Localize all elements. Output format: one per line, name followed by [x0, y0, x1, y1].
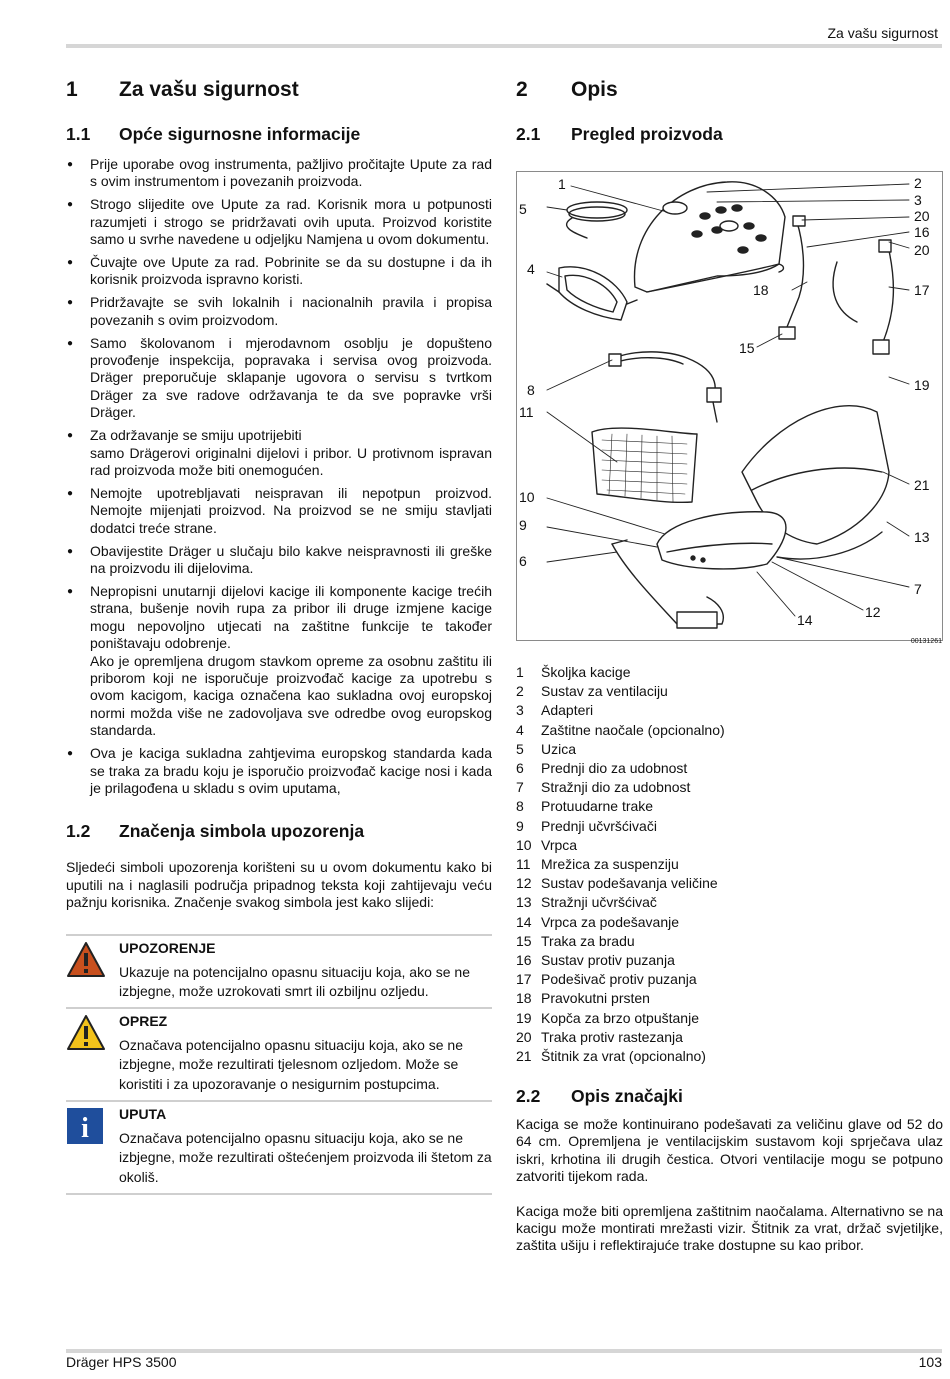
left-column [66, 74, 492, 1195]
legend-number: 7 [516, 779, 524, 796]
legend-text: Zaštitne naočale (opcionalno) [541, 721, 725, 738]
legend-text: Kopča za brzo otpuštanje [541, 1009, 699, 1026]
header-rule [66, 44, 942, 48]
warning-description: Ukazuje na potencijalno opasnu situaciju koja, ako se ne izbjegne, može uzrokovati smrt ili ozbiljnu ozljedu. [119, 963, 471, 999]
legend-text: Sustav protiv puzanja [541, 952, 675, 969]
figure-label: 6 [519, 553, 527, 569]
notice-description: Označava potencijalno opasnu situaciju koja, ako se ne izbjegne, može rezultirati oštećenjem proizvoda ili štetom za okoliš. [119, 1130, 492, 1185]
info-icon [66, 1106, 119, 1187]
running-header: Za vašu sigurnost [827, 25, 938, 41]
section-2-number: 2 [516, 78, 528, 101]
legend-item [516, 778, 943, 797]
safety-bullet-item [66, 335, 492, 422]
legend-text: Štitnik za vrat (opcionalno) [541, 1048, 706, 1065]
right-column [516, 74, 943, 148]
legend-text: Pravokutni prsten [541, 990, 650, 1007]
bullet-text: Ova je kaciga sukladna zahtjevima europskog standarda kada se traka za bradu koju je isporučio proizvođač kacige nosi i kada je prilagođena u skladu s ovim uputama, [90, 745, 492, 796]
legend-number: 12 [516, 875, 532, 892]
bullet-text: Za održavanje se smiju upotrijebiti [90, 427, 302, 444]
legend-item [516, 797, 943, 816]
legend-text: Stražnji dio za udobnost [541, 779, 691, 796]
bullet-text: Nepropisni unutarnji dijelovi kacige ili komponente kacige trećih strana, bušenje novih rupa za pribor ili druge izmjene kacige mogu nepovoljno utjecati na zaštitne funkcije te također poništavaju odobrenje. [90, 582, 492, 652]
legend-text: Podešivač protiv puzanja [541, 971, 697, 988]
legend-number: 13 [516, 894, 532, 911]
legend-number: 1 [516, 664, 524, 680]
section-1-2-number: 1.2 [66, 820, 91, 841]
legend-item [516, 913, 943, 932]
warning-symbols-table [66, 934, 492, 1195]
section-1-2-intro: Sljedeći simboli upozorenja korišteni su u ovom dokumentu kako bi uputili na i naglasili područja pripadnog teksta koji zahtijevaju veću pažnju korisnika. Značenje svakog simbola jest kako slijedi: [66, 859, 492, 911]
section-2-1-heading [516, 120, 943, 148]
legend-item [516, 721, 943, 740]
footer-product: Dräger HPS 3500 [66, 1354, 177, 1370]
legend-item [516, 740, 943, 759]
legend-item [516, 1028, 943, 1047]
section-1-1-title: Opće sigurnosne informacije [119, 123, 361, 144]
legend-item [516, 874, 943, 893]
footer-rule [66, 1349, 942, 1353]
legend-item [516, 682, 943, 701]
legend-item [516, 855, 943, 874]
bullet-text: Prije uporabe ovog instrumenta, pažljivo pročitajte Upute za rad s ovim instrumentom i povezanih proizvoda. [90, 156, 492, 190]
legend-number: 14 [516, 913, 532, 930]
notice-title: UPUTA [119, 1106, 167, 1123]
bullet-text: Nemojte upotrebljavati neispravan ili nepotpun proizvod. Nemojte mijenjati proizvod. Na proizvod se ne smiju stavljati dodatci treće strane. [90, 484, 492, 536]
section-1-1-heading [66, 120, 492, 148]
figure-label: 5 [519, 201, 527, 217]
section-1-title: Za vašu sigurnost [119, 78, 299, 101]
section-2-1-title: Pregled proizvoda [571, 123, 723, 144]
legend-text: Stražnji učvršćivač [541, 894, 657, 911]
legend-number: 3 [516, 702, 524, 719]
figure-label: 20 [914, 242, 930, 258]
legend-text: Sustav za ventilaciju [541, 683, 668, 700]
legend-item [516, 663, 943, 682]
legend-number: 6 [516, 760, 524, 777]
legend-item [516, 1009, 943, 1028]
legend-item [516, 701, 943, 720]
safety-bullet-item [66, 294, 492, 329]
figure-label: 21 [914, 477, 930, 493]
exploded-helmet-drawing [517, 172, 942, 640]
bullet-text: Strogo slijedite ove Upute za rad. Korisnik mora u potpunosti razumjeti i strogo se pridržavati ovih uputa. Proizvod koristite samo u svrhe navedene u odjeljku Namjena u ovom dokumentu. [90, 196, 492, 248]
figure-label: 10 [519, 489, 535, 505]
bullet-text: Samo školovanom i mjerodavnom osoblju je dopušteno provođenje inspekcija, popravaka i servisa ovog proizvoda. Dräger preporučuje sklapanje ugovora o servisu s tvrtkom Dräger za sve radove održavanja te da sve popravke vrši Dräger. [90, 334, 492, 421]
legend-item [516, 951, 943, 970]
bullet-continuation: samo Drägerovi originalni dijelovi i pribor. U protivnom ispravan rad proizvoda može biti onemogućen. [90, 444, 492, 478]
product-overview-figure [516, 171, 943, 641]
bullet-text: Pridržavajte se svih lokalnih i nacionalnih pravila i propisa povezanih s ovim proizvodom. [90, 294, 492, 328]
legend-number: 17 [516, 971, 532, 988]
figure-label: 3 [914, 192, 922, 208]
figure-label: 15 [739, 340, 755, 356]
figure-label: 14 [797, 612, 813, 628]
figure-label: 4 [527, 261, 535, 277]
figure-label: 12 [865, 604, 881, 620]
legend-text: Adapteri [541, 702, 594, 719]
safety-bullet-item [66, 254, 492, 289]
legend-number: 2 [516, 683, 524, 700]
section-2-2-paragraph-1: Kaciga se može kontinuirano podešavati za veličinu glave od 52 do 64 cm. Opremljena je ventilacijskim sustavom koji sprječava ulaz iskri, krhotina ili drugih čestica. Otvori ventilacije mogu se potpuno zatvoriti tijekom rada. [516, 1116, 943, 1185]
legend-item [516, 970, 943, 989]
legend-text: Vrpca [541, 836, 578, 853]
section-1-2-heading [66, 817, 492, 845]
safety-bullet-item [66, 196, 492, 248]
safety-bullet-item [66, 485, 492, 537]
warning-title: UPOZORENJE [119, 939, 216, 956]
bullet-text: Čuvajte ove Upute za rad. Pobrinite se da su dostupne i da ih korisnik proizvoda ispravno koristi. [90, 254, 492, 288]
legend-text: Vrpca za podešavanje [541, 913, 680, 930]
warning-row-oprez [66, 1009, 492, 1102]
legend-number: 16 [516, 952, 532, 969]
figure-label: 7 [914, 581, 922, 597]
legend-text: Školjka kacige [541, 664, 631, 680]
legend-text: Prednji dio za udobnost [541, 760, 688, 777]
safety-bullet-list [66, 156, 492, 797]
figure-code: 00131261 [910, 638, 942, 645]
legend-text: Traka za bradu [541, 932, 635, 949]
section-1-heading [66, 74, 492, 106]
legend-number: 15 [516, 932, 532, 949]
legend-text: Prednji učvršćivači [541, 817, 657, 834]
section-1-2-title: Značenja simbola upozorenja [119, 820, 365, 841]
legend-number: 8 [516, 798, 524, 815]
legend-number: 11 [516, 856, 531, 873]
legend-container [516, 663, 943, 1066]
caution-triangle-icon [66, 1013, 119, 1094]
legend-text: Mrežica za suspenziju [541, 856, 679, 873]
legend-text: Protuudarne trake [541, 798, 654, 815]
section-2-2-number: 2.2 [516, 1085, 541, 1106]
figure-label: 9 [519, 517, 527, 533]
legend-item [516, 817, 943, 836]
section-2-title: Opis [571, 78, 618, 101]
legend-number: 19 [516, 1009, 532, 1026]
safety-bullet-item [66, 745, 492, 797]
section-2-heading [516, 74, 943, 106]
legend-number: 9 [516, 817, 524, 834]
bullet-continuation: Ako je opremljena drugom stavkom opreme za osobnu zaštitu ili priborom koji ne isporučuje proizvođač kacige za upotrebu s ovom kacigom, kaciga označena kao sukladna ovoj europskoj normi možda više ne zadovoljava sve odredbe ovog europskog standarda. [90, 652, 492, 739]
section-2-2-paragraph-2: Kaciga može biti opremljena zaštitnim naočalama. Alternativno se na kacigu može montirati mrežasti vizir. Štitnik za vrat, držač svjetiljke, zaštita ušiju i reflektirajuće trake dostupne su kao pribor. [516, 1202, 943, 1254]
legend-number: 18 [516, 990, 532, 1007]
section-2-2-heading [516, 1082, 943, 1110]
figure-label: 20 [914, 208, 930, 224]
svg-text:i: i [81, 1113, 89, 1145]
legend-number: 4 [516, 721, 524, 738]
legend-item [516, 893, 943, 912]
safety-bullet-item [66, 543, 492, 578]
legend-number: 10 [516, 836, 532, 853]
figure-label: 16 [914, 224, 930, 240]
legend-item [516, 1047, 943, 1066]
legend-text: Traka protiv rastezanja [541, 1028, 683, 1045]
legend-number: 5 [516, 740, 524, 757]
bullet-text: Obavijestite Dräger u slučaju bilo kakve neispravnosti ili greške na proizvodu ili dijelovima. [90, 542, 492, 577]
figure-label: 11 [519, 404, 534, 420]
safety-bullet-item [66, 156, 492, 191]
caution-title: OPREZ [119, 1013, 168, 1030]
figure-label: 19 [914, 377, 930, 393]
legend-item [516, 836, 943, 855]
legend-item [516, 932, 943, 951]
legend-item [516, 989, 943, 1008]
section-1-number: 1 [66, 78, 78, 101]
legend-item [516, 759, 943, 778]
warning-row-upozorenje [66, 936, 492, 1010]
section-2-2 [516, 1082, 943, 1255]
legend-text: Uzica [541, 740, 577, 757]
figure-label: 8 [527, 382, 535, 398]
figure-label: 13 [914, 529, 930, 545]
figure-label: 17 [914, 282, 930, 298]
section-2-1-number: 2.1 [516, 123, 541, 144]
warning-row-uputa [66, 1102, 492, 1195]
figure-label: 1 [558, 176, 566, 192]
section-1-1-number: 1.1 [66, 123, 91, 144]
legend-number: 20 [516, 1028, 532, 1045]
safety-bullet-item [66, 583, 492, 740]
safety-bullet-item [66, 427, 492, 479]
figure-label: 18 [753, 282, 769, 298]
warning-triangle-icon [66, 940, 119, 1002]
section-2-2-title: Opis značajki [571, 1085, 683, 1106]
page-number: 103 [918, 1354, 942, 1370]
legend-text: Sustav podešavanja veličine [541, 875, 718, 892]
component-legend [516, 663, 943, 1066]
legend-number: 21 [516, 1048, 532, 1065]
caution-description: Označava potencijalno opasnu situaciju koja, ako se ne izbjegne, može rezultirati tjelesnom ozljedom. Može se koristiti i za upozoravanje o nesigurnim postupcima. [119, 1037, 463, 1092]
figure-label: 2 [914, 175, 922, 191]
